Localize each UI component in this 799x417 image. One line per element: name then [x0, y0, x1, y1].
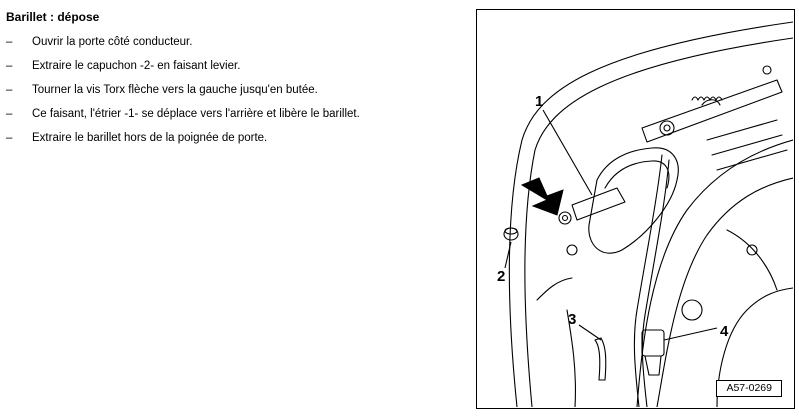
bullet-dash: – [6, 108, 13, 120]
bullet-dash: – [6, 36, 13, 48]
list-item [6, 35, 456, 49]
step-text: Ce faisant, l'étrier -1- se déplace vers l'arrière et libère le barillet. [32, 108, 360, 120]
bullet-dash: – [6, 132, 13, 144]
door-lock-drawing [477, 10, 793, 407]
step-text: Extraire le barillet hors de la poignée de porte. [32, 132, 268, 144]
lock-lever [572, 188, 625, 220]
bullet-dash: – [6, 84, 13, 96]
spring [692, 97, 722, 100]
list-item [6, 131, 456, 145]
callout-1: 1 [535, 93, 544, 110]
door-panel-edge [509, 22, 793, 407]
leader-line-1 [543, 110, 592, 195]
leader-line-3 [579, 325, 601, 340]
list-item [6, 59, 456, 73]
step-text: Extraire le capuchon -2- en faisant levier. [32, 60, 241, 72]
instruction-text [6, 10, 456, 155]
handle-bar [642, 80, 782, 142]
figure-reference: A57-0269 [716, 380, 782, 397]
leader-line-2 [505, 242, 511, 268]
steps-list [6, 35, 456, 145]
lock-carrier [589, 148, 678, 253]
door-panel-inner-edge [525, 38, 793, 407]
part-3 [595, 338, 606, 380]
section-title: Barillet : dépose [6, 10, 100, 24]
callout-2: 2 [497, 268, 506, 285]
step-text: Tourner la vis Torx flèche vers la gauche jusqu'en butée. [32, 84, 318, 96]
step-text: Ouvrir la porte côté conducteur. [32, 36, 193, 48]
callout-3: 3 [568, 311, 577, 328]
list-item [6, 107, 456, 121]
bullet-dash: – [6, 60, 13, 72]
technical-illustration [476, 9, 795, 409]
torx-screw [559, 212, 571, 224]
list-item [6, 83, 456, 97]
callout-4: 4 [720, 323, 729, 340]
